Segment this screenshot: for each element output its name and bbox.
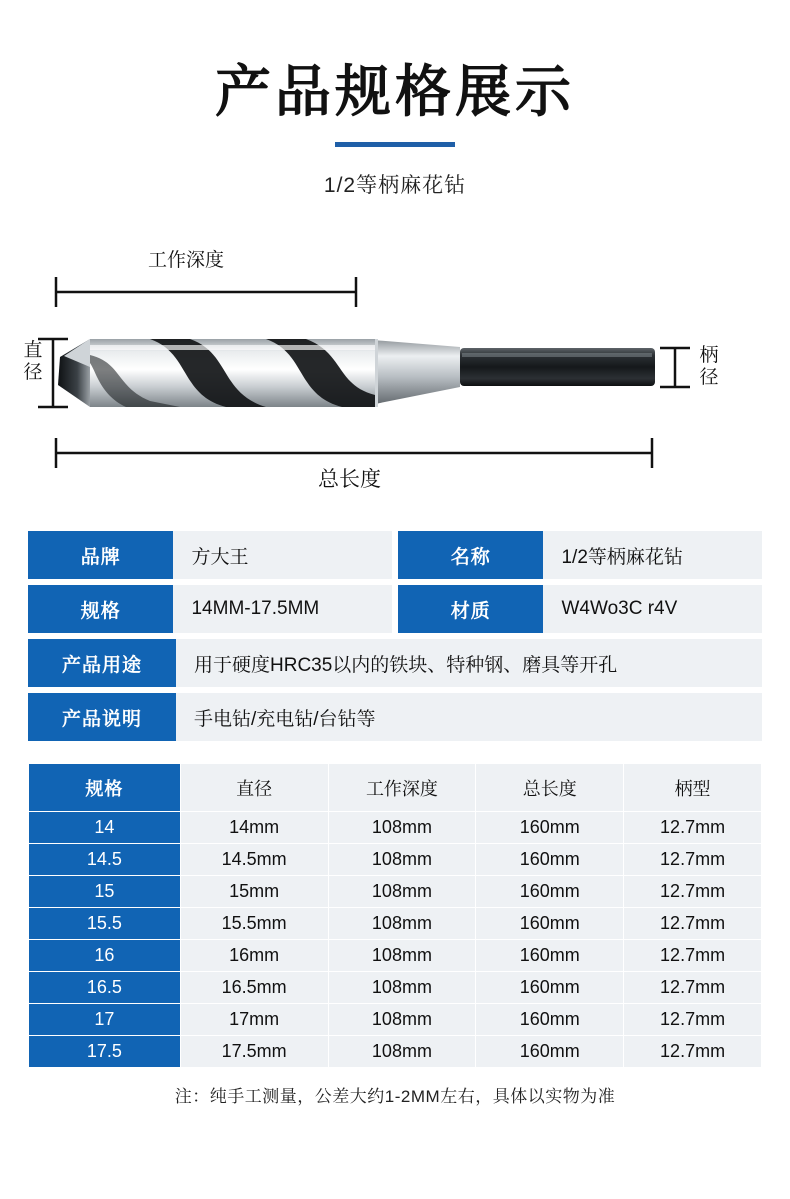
table-header-row (29, 764, 762, 812)
cell-total-length: 160mm (476, 972, 624, 1004)
table-header-shank-type: 柄型 (624, 764, 762, 812)
cell-shank-type: 12.7mm (624, 1036, 762, 1068)
cell-working-depth: 108mm (328, 1004, 476, 1036)
cell-working-depth: 108mm (328, 908, 476, 940)
cell-size: 14.5 (29, 844, 181, 876)
cell-diameter: 16.5mm (180, 972, 328, 1004)
table-header-total-length: 总长度 (476, 764, 624, 812)
cell-diameter: 17.5mm (180, 1036, 328, 1068)
drill-bit-diagram (23, 235, 760, 505)
label-working-depth: 工作深度 (148, 250, 225, 272)
table-row (29, 940, 762, 972)
spec-row (28, 639, 762, 687)
cell-working-depth: 108mm (328, 876, 476, 908)
cell-total-length: 160mm (476, 940, 624, 972)
cell-total-length: 160mm (476, 1036, 624, 1068)
cell-size: 17.5 (29, 1036, 181, 1068)
spec-key-size: 规格 (28, 585, 173, 633)
spec-row (28, 693, 762, 741)
cell-working-depth: 108mm (328, 940, 476, 972)
cell-shank-type: 12.7mm (624, 972, 762, 1004)
cell-working-depth: 108mm (328, 844, 476, 876)
cell-shank-type: 12.7mm (624, 812, 762, 844)
table-note: 注：纯手工测量，公差大约1-2MM左右，具体以实物为准 (174, 1087, 616, 1107)
title-rule (335, 142, 455, 147)
spec-key-description: 产品说明 (28, 693, 176, 741)
cell-total-length: 160mm (476, 908, 624, 940)
label-total-length: 总长度 (318, 468, 381, 492)
cell-total-length: 160mm (476, 812, 624, 844)
table-row (29, 972, 762, 1004)
spec-value-size: 14MM-17.5MM (173, 585, 392, 633)
cell-total-length: 160mm (476, 844, 624, 876)
spec-value-brand: 方大王 (173, 531, 392, 579)
cell-diameter: 14.5mm (180, 844, 328, 876)
page-header (0, 0, 790, 199)
cell-size: 15 (29, 876, 181, 908)
spec-value-description: 手电钻/充电钻/台钻等 (176, 693, 762, 741)
cell-shank-type: 12.7mm (624, 908, 762, 940)
spec-key-usage: 产品用途 (28, 639, 176, 687)
page-subtitle: 1/2等柄麻花钻 (323, 174, 467, 198)
label-diameter: 直径 (23, 340, 43, 383)
cell-size: 16 (29, 940, 181, 972)
spec-value-material: W4Wo3C r4V (543, 585, 762, 633)
table-header-diameter: 直径 (180, 764, 328, 812)
cell-shank-type: 12.7mm (624, 940, 762, 972)
cell-working-depth: 108mm (328, 972, 476, 1004)
cell-shank-type: 12.7mm (624, 1004, 762, 1036)
spec-row (28, 531, 762, 579)
cell-shank-type: 12.7mm (624, 844, 762, 876)
cell-shank-type: 12.7mm (624, 876, 762, 908)
cell-diameter: 15.5mm (180, 908, 328, 940)
cell-working-depth: 108mm (328, 812, 476, 844)
size-table (28, 763, 762, 1068)
cell-working-depth: 108mm (328, 1036, 476, 1068)
table-row (29, 1036, 762, 1068)
spec-key-name: 名称 (398, 531, 543, 579)
title-divider (0, 142, 790, 147)
table-header-size: 规格 (29, 764, 181, 812)
cell-diameter: 17mm (180, 1004, 328, 1036)
table-row (29, 844, 762, 876)
table-row (29, 1004, 762, 1036)
cell-diameter: 16mm (180, 940, 328, 972)
table-row (29, 908, 762, 940)
spec-row (28, 585, 762, 633)
cell-diameter: 14mm (180, 812, 328, 844)
spec-value-usage: 用于硬度HRC35以内的铁块、特种钢、磨具等开孔 (176, 639, 762, 687)
cell-size: 14 (29, 812, 181, 844)
size-table-wrap (28, 763, 762, 1107)
cell-size: 17 (29, 1004, 181, 1036)
page-title: 产品规格展示 (215, 60, 575, 123)
spec-key-material: 材质 (398, 585, 543, 633)
cell-diameter: 15mm (180, 876, 328, 908)
table-row (29, 876, 762, 908)
spec-value-name: 1/2等柄麻花钻 (543, 531, 762, 579)
label-shank-diameter: 柄径 (699, 345, 719, 388)
cell-total-length: 160mm (476, 1004, 624, 1036)
table-row (29, 812, 762, 844)
drill-bit-illustration (30, 235, 760, 505)
spec-summary (28, 531, 762, 741)
spec-key-brand: 品牌 (28, 531, 173, 579)
cell-size: 15.5 (29, 908, 181, 940)
table-header-working-depth: 工作深度 (328, 764, 476, 812)
cell-size: 16.5 (29, 972, 181, 1004)
cell-total-length: 160mm (476, 876, 624, 908)
